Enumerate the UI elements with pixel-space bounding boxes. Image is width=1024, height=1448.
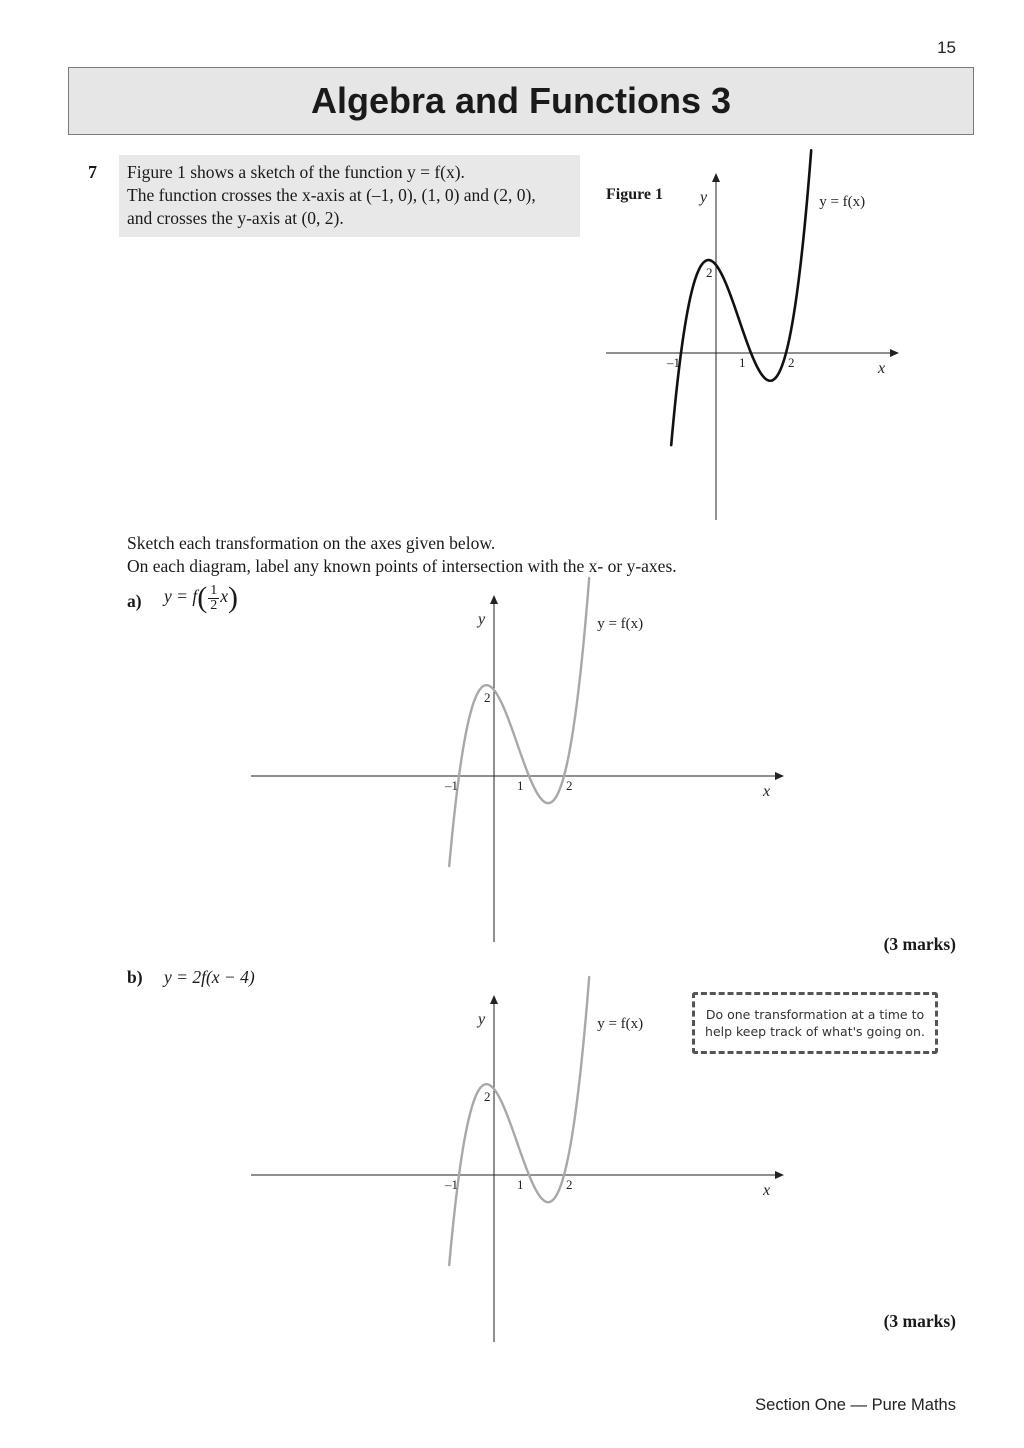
x-axis-label: x	[878, 360, 886, 377]
x-axis-label: x	[763, 1182, 771, 1199]
tip-line: help keep track of what's going on.	[705, 1024, 925, 1039]
part-a-expression: y = f( $\frac{1}{2}$ x)	[164, 581, 238, 614]
x-tick-label: –1	[445, 1177, 458, 1192]
x-tick-label: 1	[517, 1177, 524, 1192]
intro-line: and crosses the y-axis at (0, 2).	[127, 208, 344, 228]
x-axis-arrow	[775, 1171, 784, 1179]
page-title: Algebra and Functions 3	[310, 80, 732, 121]
curve-label: y = f(x)	[819, 194, 866, 210]
y-tick-label: 2	[484, 690, 491, 705]
x-tick-label: 1	[517, 778, 524, 793]
question-intro	[119, 155, 580, 237]
intro-line: The function crosses the x-axis at (–1, 0), (1, 0) and (2, 0),	[127, 185, 536, 205]
footer: Section One — Pure Maths	[755, 1396, 956, 1414]
part-a-expr-prefix: y = f	[164, 586, 198, 607]
y-axis-label: y	[700, 189, 708, 206]
curve-y-equals-f-x	[449, 977, 589, 1265]
x-tick-label: –1	[667, 355, 680, 370]
figure-label: Figure 1	[606, 186, 664, 203]
x-tick-label: –1	[445, 778, 458, 793]
curve-label: y = f(x)	[597, 1016, 644, 1032]
x-axis-arrow	[890, 349, 899, 357]
x-tick-label: 2	[566, 778, 573, 793]
figure-1-graph	[600, 178, 900, 528]
title-bar	[68, 67, 974, 135]
x-tick-label: 2	[566, 1177, 573, 1192]
y-axis-arrow	[490, 595, 498, 604]
part-b-graph	[245, 1000, 785, 1350]
part-a-expr-var: x	[220, 586, 228, 607]
x-tick-label: 2	[788, 355, 795, 370]
instruction-line: On each diagram, label any known points of intersection with the x- or y-axes.	[127, 556, 677, 576]
instructions	[127, 532, 677, 578]
y-axis-arrow	[712, 173, 720, 182]
part-a-graph	[245, 600, 785, 950]
page-number: 15	[937, 38, 956, 57]
y-axis-label: y	[478, 1011, 486, 1028]
curve-y-equals-f-x	[671, 150, 811, 445]
part-b-expression: y = 2f(x − 4)	[164, 967, 255, 987]
x-axis-arrow	[775, 772, 784, 780]
y-axis-arrow	[490, 995, 498, 1004]
x-tick-label: 1	[739, 355, 746, 370]
y-tick-label: 2	[484, 1089, 491, 1104]
instruction-line: Sketch each transformation on the axes given below.	[127, 533, 496, 553]
question-number: 7	[88, 162, 97, 182]
fraction-numerator: 1	[210, 582, 218, 598]
x-axis-label: x	[763, 783, 771, 800]
part-a-label: a)	[127, 591, 142, 611]
fraction-denominator: 2	[210, 597, 218, 613]
curve-label: y = f(x)	[597, 616, 644, 632]
curve-y-equals-f-x	[449, 578, 589, 866]
y-tick-label: 2	[706, 265, 713, 280]
fraction	[208, 584, 219, 613]
part-a-marks: (3 marks)	[883, 934, 956, 954]
part-b-marks: (3 marks)	[883, 1311, 956, 1331]
tip-line: Do one transformation at a time to	[705, 1007, 925, 1022]
y-axis-label: y	[478, 611, 486, 628]
intro-line: Figure 1 shows a sketch of the function y = f(x).	[127, 162, 465, 182]
part-b-label: b)	[127, 967, 143, 987]
